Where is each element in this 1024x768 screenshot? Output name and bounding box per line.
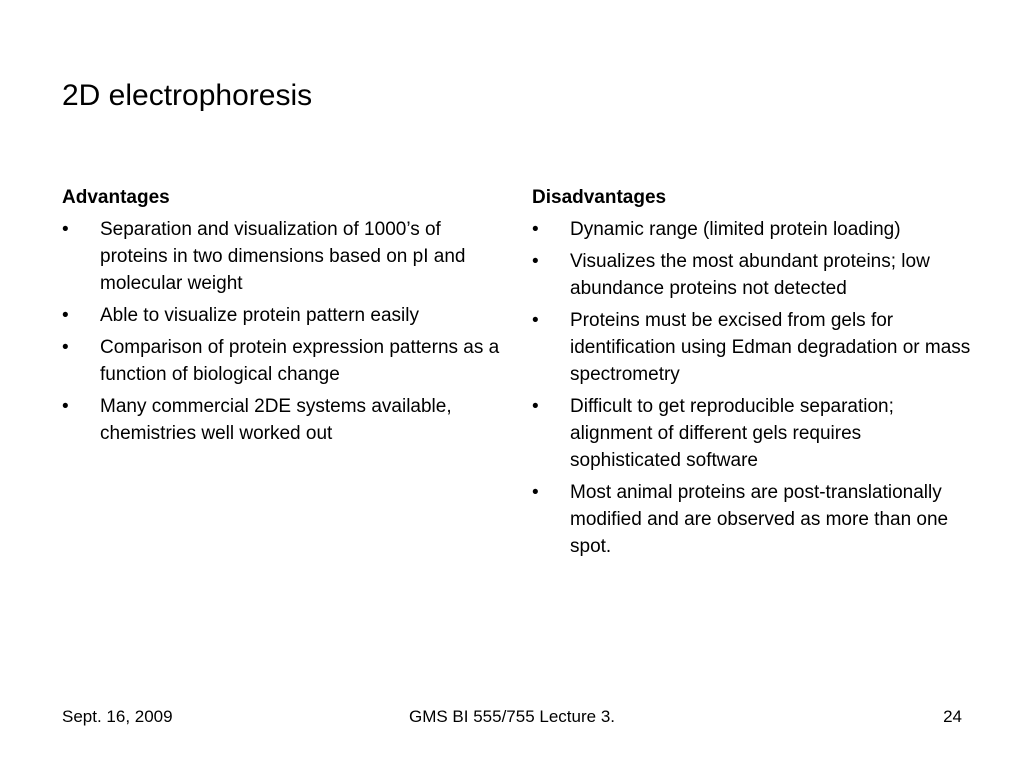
advantages-list (62, 216, 502, 447)
bullet-icon: • (62, 396, 69, 417)
list-item (532, 248, 972, 302)
list-item-text: Able to visualize protein pattern easily (100, 305, 419, 326)
list-item-text: Separation and visualization of 1000’s of proteins in two dimensions based on pI and molecular weight (100, 219, 466, 294)
disadvantages-list (532, 216, 972, 560)
disadvantages-heading: Disadvantages (532, 187, 667, 208)
bullet-icon: • (62, 337, 69, 358)
list-item-text: Comparison of protein expression patterns as a function of biological change (100, 337, 500, 385)
list-item-text: Dynamic range (limited protein loading) (570, 219, 901, 240)
bullet-icon: • (62, 219, 69, 240)
slide-number: 24 (943, 707, 962, 726)
list-item-text: Most animal proteins are post-translationally modified and are observed as more than one spot. (570, 482, 949, 557)
list-item-text: Visualizes the most abundant proteins; low abundance proteins not detected (570, 251, 930, 299)
slide-title: 2D electrophoresis (62, 79, 313, 112)
list-item-text: Proteins must be excised from gels for identification using Edman degradation or mass spectrometry (570, 310, 971, 385)
bullet-icon: • (532, 396, 539, 417)
list-item (532, 307, 972, 388)
list-item (532, 216, 972, 243)
bullet-icon: • (532, 219, 539, 240)
advantages-column (62, 184, 502, 452)
list-item (62, 334, 502, 388)
list-item-text: Difficult to get reproducible separation; alignment of different gels requires sophisticated software (570, 396, 894, 471)
disadvantages-column (532, 184, 972, 565)
advantages-heading: Advantages (62, 187, 170, 208)
list-item (62, 302, 502, 329)
list-item (532, 479, 972, 560)
footer-course: GMS BI 555/755 Lecture 3. (408, 707, 615, 726)
footer-date: Sept. 16, 2009 (62, 707, 173, 726)
bullet-icon: • (532, 310, 539, 331)
bullet-icon: • (532, 482, 539, 503)
list-item (62, 216, 502, 297)
bullet-icon: • (532, 251, 539, 272)
list-item (62, 393, 502, 447)
bullet-icon: • (62, 305, 69, 326)
list-item (532, 393, 972, 474)
list-item-text: Many commercial 2DE systems available, chemistries well worked out (100, 396, 452, 444)
